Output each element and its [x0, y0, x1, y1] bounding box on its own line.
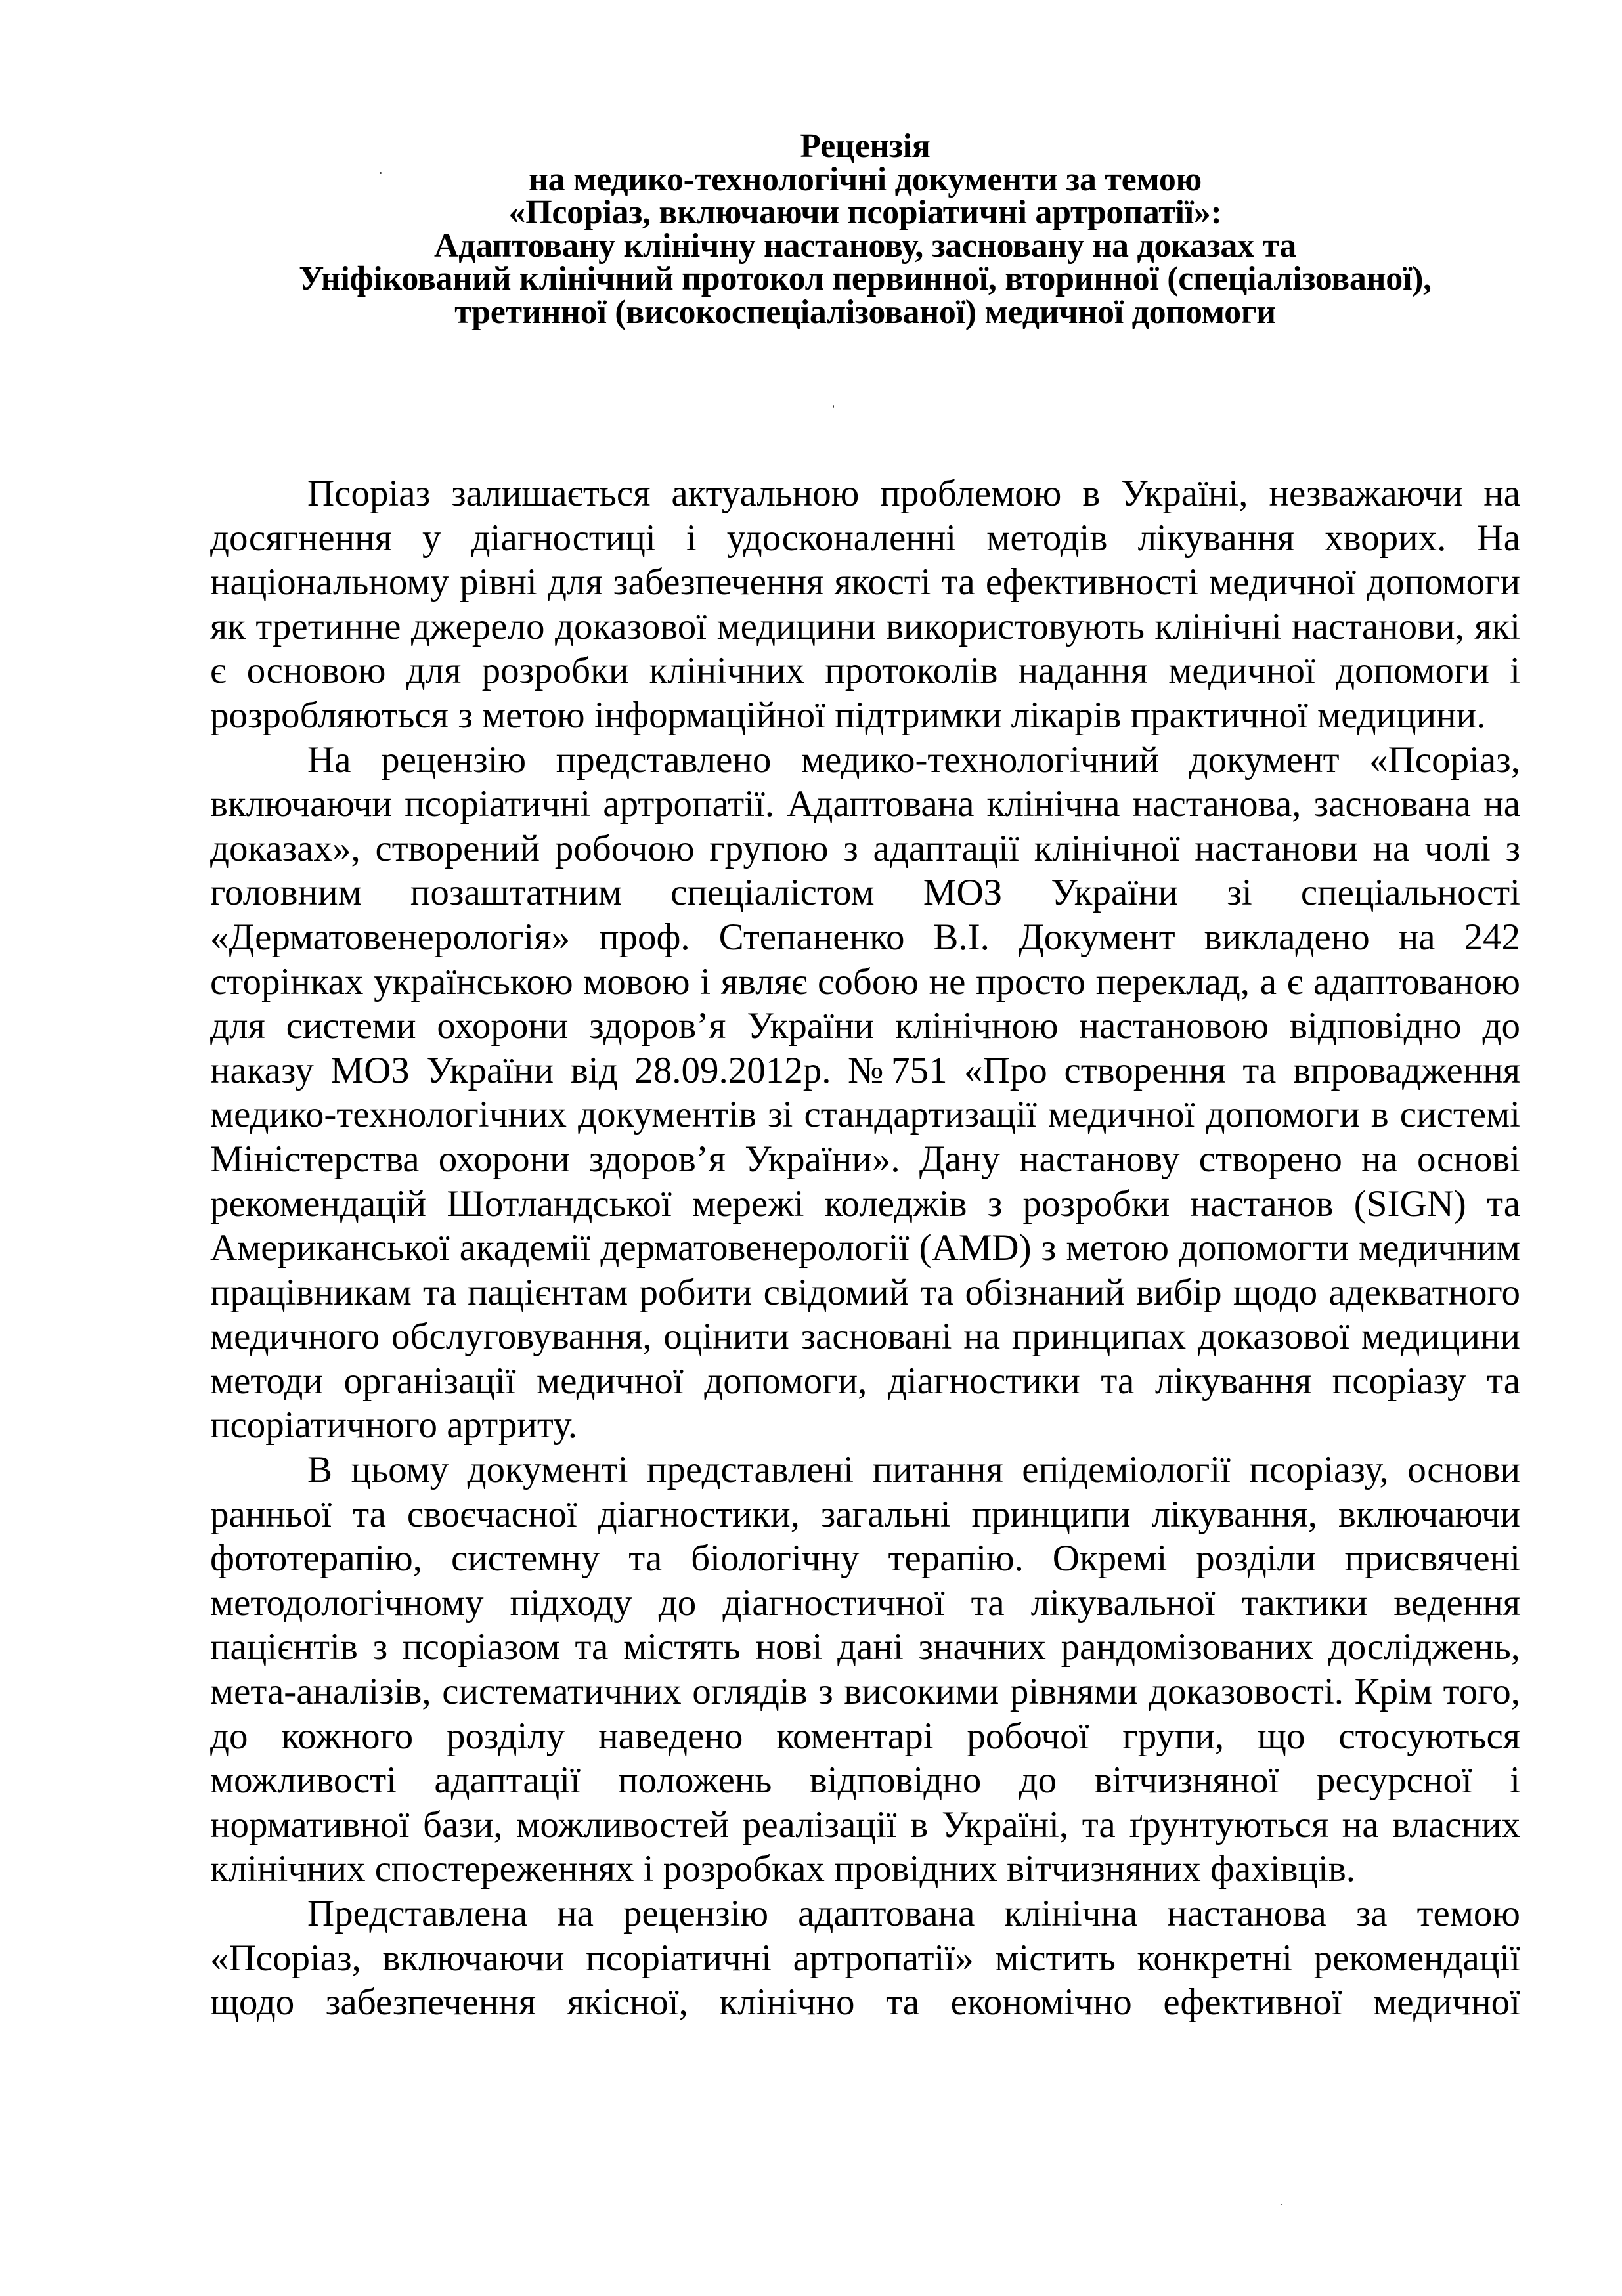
paragraph-conclusion-start: Представлена на рецензію адаптована клінічна настанова за темою «Псоріаз, включаючи псоріатичні артропатії» містить конкретні рекомендації щодо забезпечення якісної, клінічно та економічно ефективної медичної: [210, 1893, 1520, 2024]
document-body: [210, 471, 1520, 2025]
header-subtitle-line: на медико-технологічні документи за темою: [529, 160, 1202, 198]
scan-speck: [380, 172, 382, 174]
scan-speck: [1281, 2204, 1282, 2205]
header-protocol-line: Уніфікований клінічний протокол первинної, вторинної (спеціалізованої),: [299, 260, 1432, 297]
scan-speck: [833, 405, 834, 408]
header-guideline-line: Адаптовану клінічну настанову, засновану на доказах та: [434, 227, 1296, 265]
paragraph-intro: Псоріаз залишається актуальною проблемою в Україні, незважаючи на досягнення у діагностиці і удосконаленні методів лікування хворих. На національному рівні для забезпечення якості та ефективності медичної допомоги як третинне джерело доказової медицини використовують клінічні настанови, які є основою для розробки клінічних протоколів надання медичної допомоги і розробляються з метою інформаційної підтримки лікарів практичної медицини.: [210, 473, 1520, 736]
header-care-level-line: третинної (високоспеціалізованої) медичної допомоги: [454, 293, 1276, 331]
document-header: [210, 127, 1520, 331]
paragraph-document-description: На рецензію представлено медико-технологічний документ «Псоріаз, включаючи псоріатичні артропатії. Адаптована клінічна настанова, заснована на доказах», створений робочою групою з адаптації клінічної настанови на чолі з головним позаштатним спеціалістом МОЗ України зі спеціальності «Дерматовенерологія» проф. Степаненко В.І. Документ викладено на 242 сторінках українською мовою і являє собою не просто переклад, а є адаптованою для системи охорони здоров’я України клінічною настановою відповідно до наказу МОЗ України від 28.09.2012р. №751 «Про створення та впровадження медико-технологічних документів зі стандартизації медичної допомоги в системі Міністерства охорони здоров’я України». Дану настанову створено на основі рекомендацій Шотландської мережі коледжів з розробки настанов (SIGN) та Американської академії дерматовенерології (AMD) з метою допомогти медичним працівникам та пацієнтам робити свідомий та обізнаний вибір щодо адекватного медичного обслуговування, оцінити засновані на принципах доказової медицини методи організації медичної допомоги, діагностики та лікування псоріазу та псоріатичного артриту.: [210, 739, 1520, 1446]
header-topic-line: «Псоріаз, включаючи псоріатичні артропатії»:: [508, 194, 1222, 231]
paragraph-contents: В цьому документі представлені питання епідеміології псоріазу, основи ранньої та своєчасної діагностики, загальні принципи лікування, включаючи фототерапію, системну та біологічну терапію. Окремі розділи присвячені методологічному підходу до діагностичної та лікувальної тактики ведення пацієнтів з псоріазом та містять нові дані значних рандомізованих досліджень, мета-аналізів, систематичних оглядів з високими рівнями доказовості. Крім того, до кожного розділу наведено коментарі робочої групи, що стосуються можливості адаптації положень відповідно до вітчизняної ресурсної і нормативної бази, можливостей реалізації в Україні, та ґрунтуються на власних клінічних спостереженнях і розробках провідних вітчизняних фахівців.: [210, 1449, 1520, 1890]
header-title: Рецензія: [800, 127, 931, 165]
